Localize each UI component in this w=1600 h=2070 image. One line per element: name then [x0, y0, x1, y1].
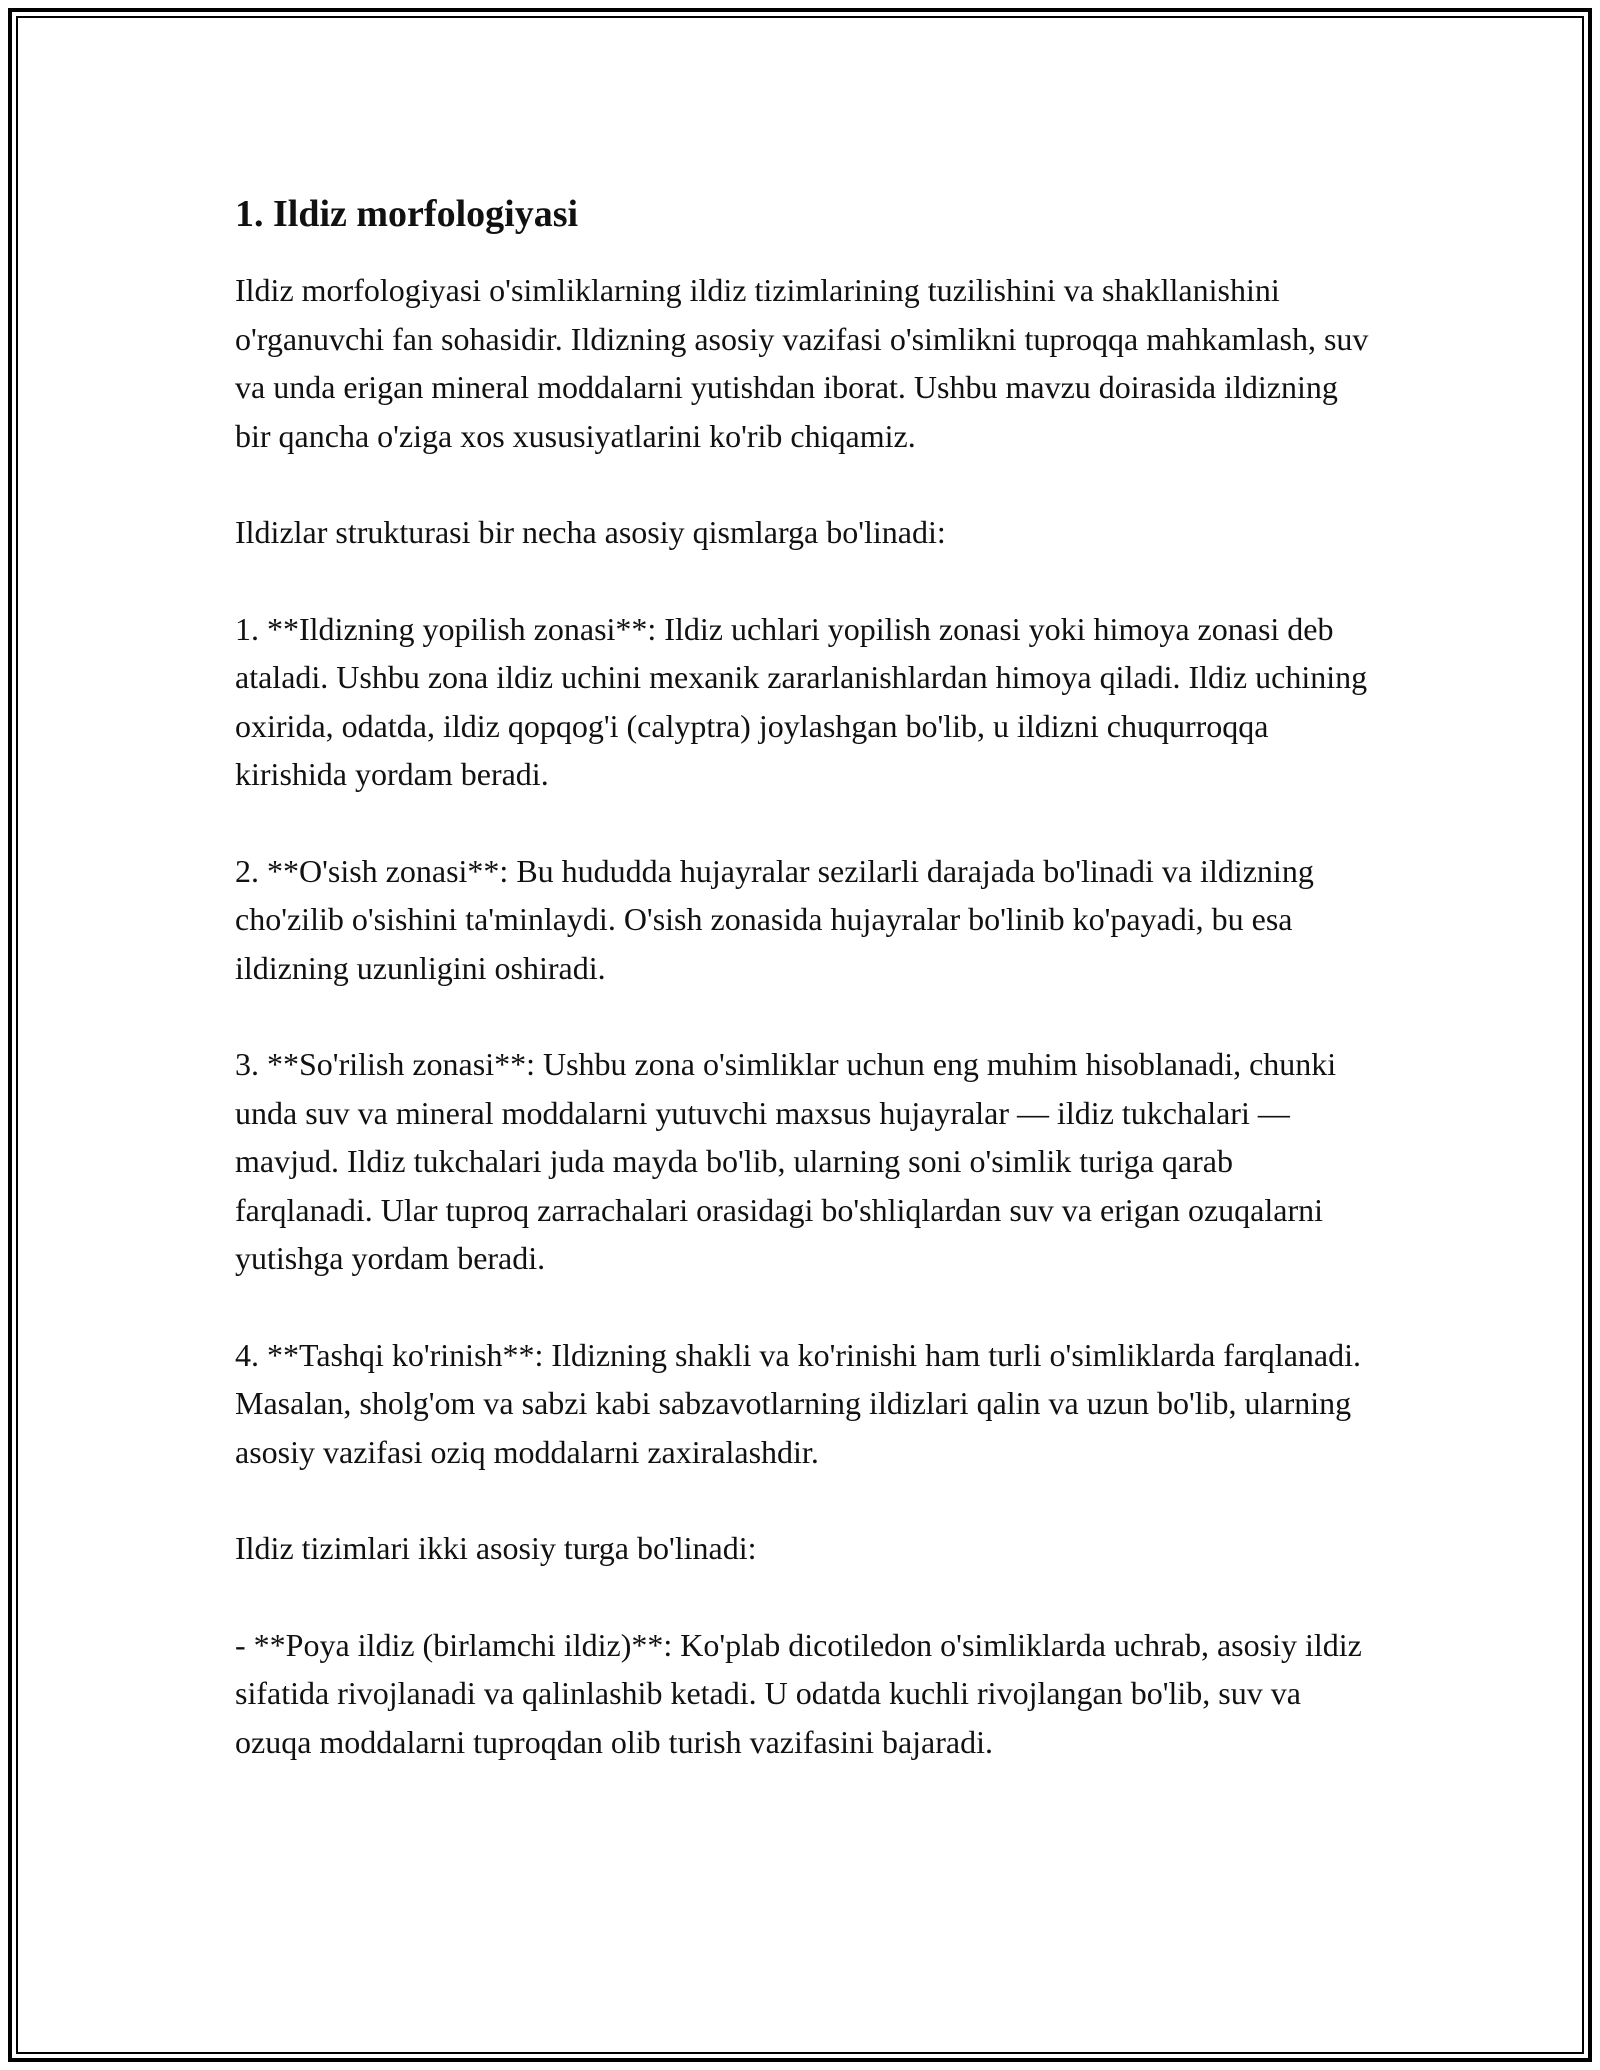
paragraph-taproot: - **Poya ildiz (birlamchi ildiz)**: Ko'plab dicotiledon o'simliklarda uchrab, asosiy ildiz sifatida rivojlanadi va qalinlashib ketadi. U odatda kuchli rivojlangan bo'lib, suv va ozuqa moddalarni tuproqdan olib turish vazifasini bajaradi. [235, 1626, 1362, 1760]
paragraph-zone-growth: 2. **O'sish zonasi**: Bu hududda hujayralar sezilarli darajada bo'linadi va ildizning cho'zilib o'sishini ta'minlaydi. O'sish zonasida hujayralar bo'linib ko'payadi, bu esa ildizning uzunligini oshiradi. [235, 852, 1314, 986]
paragraph-systems-lead: Ildiz tizimlari ikki asosiy turga bo'linadi: [235, 1530, 757, 1566]
document-title: 1. Ildiz morfologiyasi [235, 193, 579, 235]
document-body [235, 186, 1375, 1766]
paragraph-intro: Ildiz morfologiyasi o'simliklarning ildiz tizimlarining tuzilishini va shakllanishini o'rganuvchi fan sohasidir. Ildizning asosiy vazifasi o'simlikni tuproqqa mahkamlash, suv va unda erigan mineral moddalarni yutishdan iborat. Ushbu mavzu doirasida ildizning bir qancha o'ziga xos xususiyatlarini ko'rib chiqamiz. [235, 272, 1369, 454]
paragraph-structure-lead: Ildizlar strukturasi bir necha asosiy qismlarga bo'linadi: [235, 514, 946, 550]
paragraph-zone-absorption: 3. **So'rilish zonasi**: Ushbu zona o'simliklar uchun eng muhim hisoblanadi, chunki unda suv va mineral moddalarni yutuvchi maxsus hujayralar — ildiz tukchalari — mavjud. Ildiz tukchalari juda mayda bo'lib, ularning soni o'simlik turiga qarab farqlanadi. Ular tuproq zarrachalari orasidagi bo'shliqlardan suv va erigan ozuqalarni yutishga yordam beradi. [235, 1046, 1337, 1276]
paragraph-zone-covering: 1. **Ildizning yopilish zonasi**: Ildiz uchlari yopilish zonasi yoki himoya zonasi deb ataladi. Ushbu zona ildiz uchini mexanik zararlanishlardan himoya qiladi. Ildiz uchining oxirida, odatda, ildiz qopqog'i (calyptra) joylashgan bo'lib, u ildizni chuqurroqqa kirishida yordam beradi. [235, 610, 1368, 792]
paragraph-external-view: 4. **Tashqi ko'rinish**: Ildizning shakli va ko'rinishi ham turli o'simliklarda farqlanadi. Masalan, sholg'om va sabzi kabi sabzavotlarning ildizlari qalin va uzun bo'lib, ularning asosiy vazifasi oziq moddalarni zaxiralashdir. [235, 1336, 1361, 1470]
